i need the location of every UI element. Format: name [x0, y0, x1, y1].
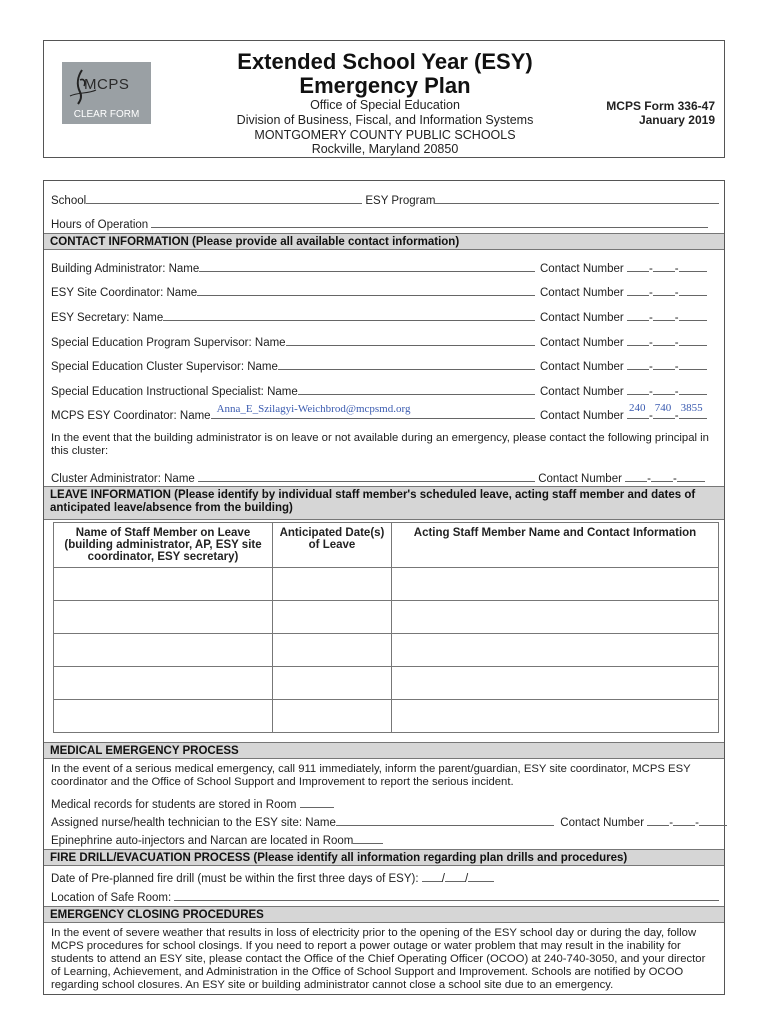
leave-table-header [54, 523, 719, 568]
contact-number-group: Contact Number - - [540, 260, 707, 275]
contact-row-label: Building Administrator: Name [51, 263, 200, 275]
fire-heading-title: FIRE DRILL/EVACUATION PROCESS [50, 852, 251, 864]
contact-number-label: Contact Number [540, 410, 624, 422]
page-title: Extended School Year (ESY) [237, 49, 533, 74]
col-dates: Anticipated Date(s) of Leave [273, 523, 392, 568]
cell[interactable] [54, 568, 273, 601]
logo-text: MCPS [84, 76, 130, 93]
medical-text: In the event of a serious medical emergency, call 911 immediately, inform the parent/guardian, ESY site coordinator, MCPS ESY coordinator and the Office of School Support and Improvement to report the serious incident. [51, 763, 691, 788]
coordinator-name-value: Anna_E_Szilagyi-Weichbrod@mcpsmd.org [216, 403, 411, 415]
hours-field[interactable] [151, 216, 708, 228]
contact-row [51, 260, 679, 275]
epi-field[interactable] [353, 832, 383, 844]
county-name: MONTGOMERY COUNTY PUBLIC SCHOOLS [254, 128, 516, 142]
contact-name-field[interactable] [298, 383, 535, 395]
hours-row [51, 216, 708, 231]
safe-room-label: Location of Safe Room: [51, 892, 172, 904]
phone-1[interactable] [647, 814, 669, 826]
contact-number-label: Contact Number [540, 361, 624, 373]
date-month[interactable] [422, 870, 442, 882]
cell[interactable] [392, 634, 719, 667]
records-field[interactable] [300, 796, 334, 808]
contact-row [51, 334, 679, 349]
leave-heading-rest: (Please identify by individual staff member's scheduled leave, acting staff member and dates of [174, 489, 696, 501]
cluster-admin-label: Cluster Administrator: Name [51, 473, 195, 485]
table-row [54, 700, 719, 733]
date-day[interactable] [445, 870, 465, 882]
cell[interactable] [273, 700, 392, 733]
phone-2[interactable] [673, 814, 695, 826]
fire-heading-rest: (Please identify all information regarding plan drills and procedures) [253, 852, 628, 864]
contact-number-label: Contact Number [540, 386, 624, 398]
contact-number-label: Contact Number [540, 312, 624, 324]
col-acting: Acting Staff Member Name and Contact Information [392, 523, 719, 568]
contact-row-label: Special Education Cluster Supervisor: Name [51, 361, 278, 373]
contact-row-label: Special Education Instructional Specialist: Name [51, 386, 298, 398]
phone-2[interactable] [653, 309, 675, 321]
phone-1[interactable] [627, 284, 649, 296]
contact-heading: CONTACT INFORMATION (Please provide all available contact information) [44, 233, 724, 250]
phone-3[interactable] [679, 260, 707, 272]
phone-3[interactable] [679, 358, 707, 370]
esy-program-field[interactable] [435, 192, 719, 204]
contact-name-field[interactable] [163, 309, 535, 321]
leave-heading [44, 486, 724, 520]
phone-2[interactable] [651, 470, 673, 482]
hours-label: Hours of Operation [51, 219, 149, 231]
page-subtitle: Emergency Plan [299, 73, 471, 98]
coordinator-phone-2: 740 [654, 402, 672, 414]
division-name: Division of Business, Fiscal, and Information Systems [236, 113, 534, 127]
phone-2[interactable] [653, 383, 675, 395]
leave-heading-title: LEAVE INFORMATION [50, 489, 171, 501]
phone-2[interactable] [653, 334, 675, 346]
contact-row-label: ESY Secretary: Name [51, 312, 164, 324]
city-name: Rockville, Maryland 20850 [311, 142, 459, 156]
contact-name-field[interactable] [286, 334, 535, 346]
cell[interactable] [392, 700, 719, 733]
cell[interactable] [273, 568, 392, 601]
phone-3[interactable] [679, 383, 707, 395]
closing-text: In the event of severe weather that results in loss of electricity prior to the opening of the ESY school day or during the day, follow MCPS procedures for school closings. If you need to report a power outage or water problem that may result in the inability for students to attend an ESY site, please contact the Office of the Chief Operating Officer (OCOO) at 240-740-3050, and your director of Learning, Achievement, and Administration in the Office of School Support and Improvement. Schools are notified by OCOO regarding school closures. An ESY site or building administrator cannot close a school site due to an emergency. [51, 927, 706, 991]
cell[interactable] [273, 634, 392, 667]
contact-name-field[interactable] [211, 403, 535, 419]
office-name: Office of Special Education [310, 98, 460, 112]
cluster-admin-row: Cluster Administrator: Name Contact Number - - [51, 470, 705, 485]
phone-1[interactable] [627, 383, 649, 395]
contact-number-group: Contact Number 240 - 740 - 3855 [540, 407, 707, 422]
nurse-contact-label: Contact Number [560, 817, 645, 829]
contact-name-field[interactable] [278, 358, 535, 370]
contact-row-label: MCPS ESY Coordinator: Name [51, 410, 211, 422]
form-date: January 2019 [638, 113, 715, 127]
contact-name-field[interactable] [199, 260, 535, 272]
esy-program-label: ESY Program [365, 195, 436, 207]
records-label: Medical records for students are stored in Room [51, 799, 297, 811]
cell[interactable] [392, 568, 719, 601]
contact-number-group: Contact Number - - [540, 284, 707, 299]
table-row [54, 568, 719, 601]
phone-1[interactable] [627, 309, 649, 321]
medical-heading: MEDICAL EMERGENCY PROCESS [44, 742, 724, 759]
phone-3[interactable] [699, 814, 727, 826]
contact-row [51, 358, 679, 373]
table-row [54, 634, 719, 667]
phone-2[interactable] [653, 402, 675, 419]
epi-row [51, 832, 383, 847]
phone-1[interactable] [627, 358, 649, 370]
safe-room-row [51, 889, 719, 904]
form-number-text: MCPS Form 336-47 [606, 99, 715, 113]
cell[interactable] [392, 601, 719, 634]
epi-label: Epinephrine auto-injectors and Narcan are located in Room [51, 835, 354, 847]
nurse-row: Assigned nurse/health technician to the ESY site: Name Contact Number - - [51, 814, 727, 829]
fire-date-label: Date of Pre-planned fire drill (must be within the first three days of ESY): [51, 873, 419, 885]
contact-row [51, 383, 679, 398]
cluster-admin-field[interactable] [198, 470, 535, 482]
form-number [560, 99, 715, 127]
absence-note: In the event that the building administrator is on leave or not available during an emergency, please contact the following principal in this cluster: [51, 432, 709, 457]
safe-room-field[interactable] [174, 889, 719, 901]
phone-1[interactable] [627, 334, 649, 346]
contact-row [51, 284, 679, 299]
fire-heading [44, 849, 724, 866]
phone-2[interactable] [653, 260, 675, 272]
nurse-label: Assigned nurse/health technician to the ESY site: Name [51, 817, 336, 829]
col-staff-name: Name of Staff Member on Leave (building administrator, AP, ESY site coordinator, ESY secretary) [54, 523, 273, 568]
phone-3[interactable] [679, 284, 707, 296]
cluster-contact-label: Contact Number [538, 473, 622, 485]
contact-number-label: Contact Number [540, 263, 624, 275]
records-row [51, 796, 334, 811]
phone-3[interactable] [677, 470, 705, 482]
clear-form-label: CLEAR FORM [73, 109, 140, 120]
leave-table [53, 522, 719, 733]
date-year[interactable] [468, 870, 494, 882]
closing-heading: EMERGENCY CLOSING PROCEDURES [44, 906, 724, 923]
phone-2[interactable] [653, 284, 675, 296]
cell[interactable] [392, 667, 719, 700]
contact-number-group: Contact Number - - [540, 334, 707, 349]
cell[interactable] [273, 601, 392, 634]
table-row [54, 667, 719, 700]
coordinator-phone-1: 240 [628, 402, 646, 414]
contact-number-group: Contact Number - - [540, 358, 707, 373]
fire-date-row: Date of Pre-planned fire drill (must be within the first three days of ESY): / / [51, 870, 494, 885]
phone-3[interactable] [679, 402, 707, 419]
phone-1[interactable] [627, 402, 649, 419]
phone-3[interactable] [679, 309, 707, 321]
contact-row-label: ESY Site Coordinator: Name [51, 287, 198, 299]
phone-1[interactable] [627, 260, 649, 272]
contact-row-label: Special Education Program Supervisor: Name [51, 337, 286, 349]
cell[interactable] [273, 667, 392, 700]
clear-form-button[interactable] [62, 62, 151, 124]
contact-number-group: Contact Number - - [540, 383, 707, 398]
cell[interactable] [54, 700, 273, 733]
school-row [51, 192, 719, 207]
cell[interactable] [54, 601, 273, 634]
phone-2[interactable] [653, 358, 675, 370]
coordinator-phone-3: 3855 [680, 402, 703, 414]
contact-number-label: Contact Number [540, 287, 624, 299]
table-row [54, 601, 719, 634]
school-label: School [51, 195, 87, 207]
phone-3[interactable] [679, 334, 707, 346]
contact-name-field[interactable] [197, 284, 535, 296]
leave-heading-line2: anticipated leave/absence from the building) [50, 502, 293, 514]
cell[interactable] [54, 634, 273, 667]
contact-number-group: Contact Number - - [540, 309, 707, 324]
contact-number-label: Contact Number [540, 337, 624, 349]
contact-row [51, 402, 703, 422]
contact-row [51, 309, 679, 324]
cell[interactable] [54, 667, 273, 700]
phone-1[interactable] [625, 470, 647, 482]
nurse-field[interactable] [336, 814, 554, 826]
school-field[interactable] [86, 192, 362, 204]
